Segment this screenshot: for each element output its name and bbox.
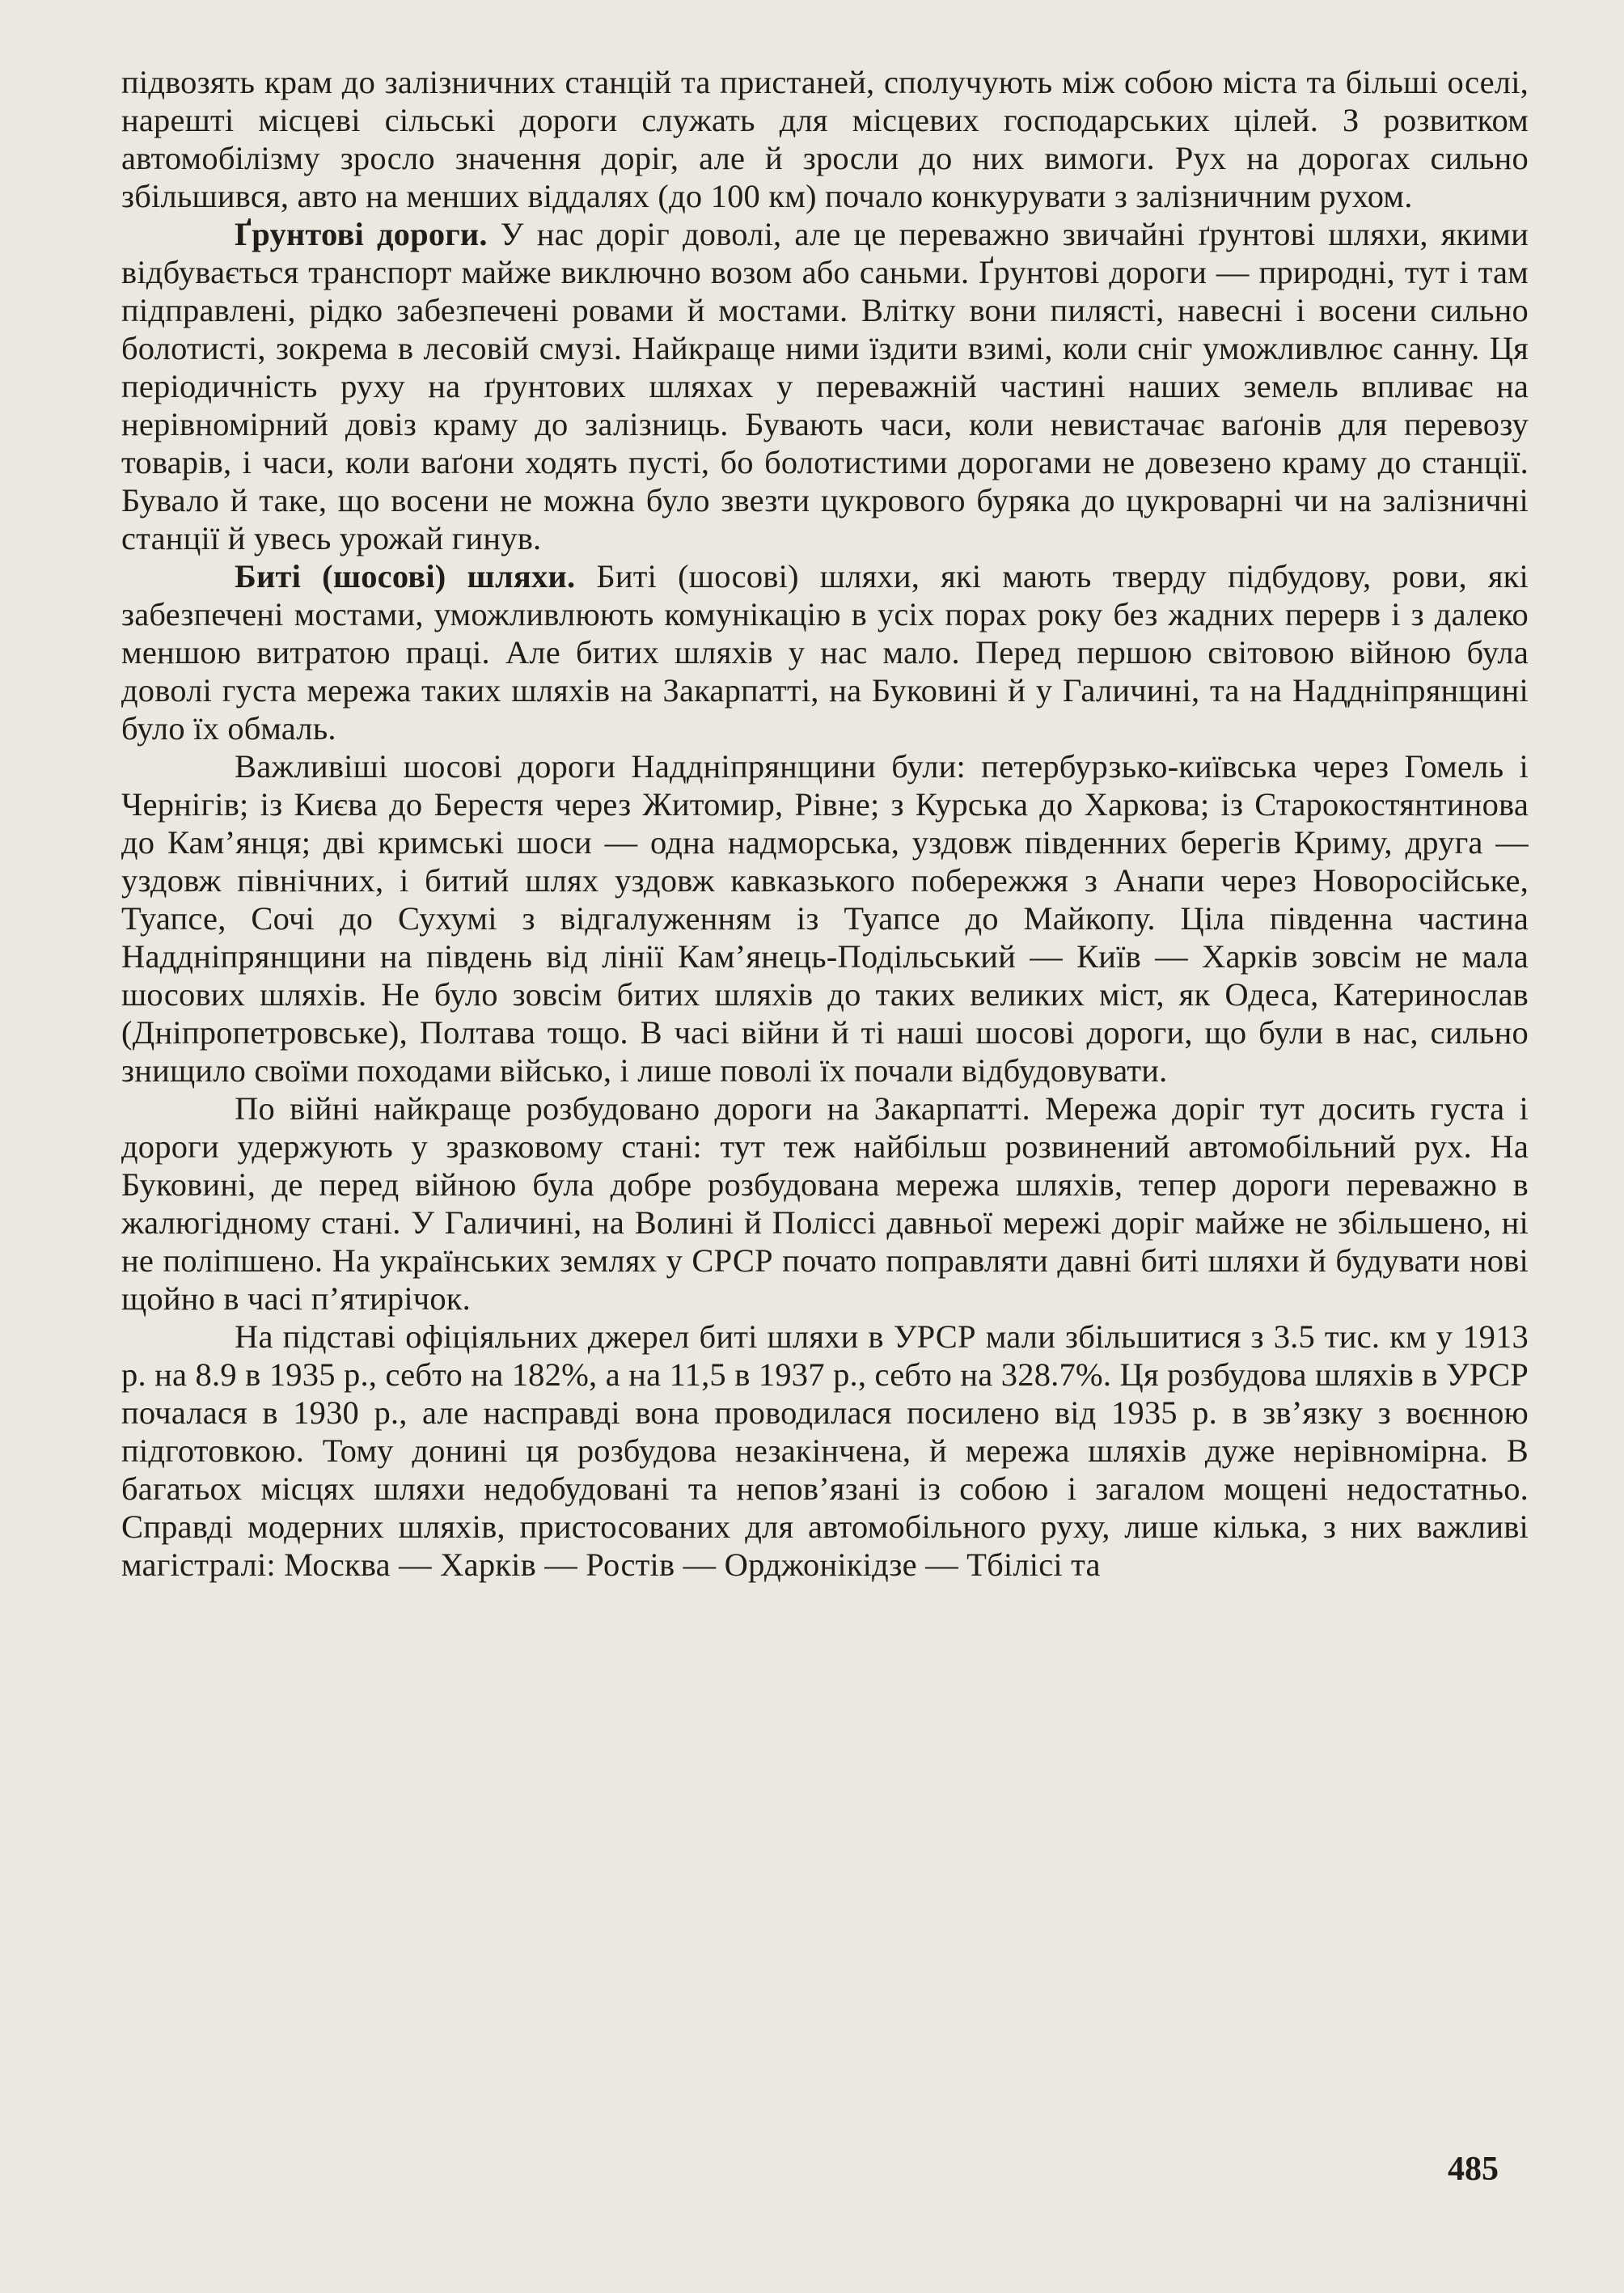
- page-number: 485: [1448, 2151, 1499, 2188]
- paragraph-text: Важливіші шосові дороги Наддніпрянщини були: петербурзько-київська через Гомель і Чернігів; із Києва до Берестя через Житомир, Рівне; з Курська до Харкова; із Старокостянтинова до Кам’янця; дві кримські шоси — одна надморська, уздовж південних берегів Криму, друга — уздовж північних, і битий шлях уздовж кавказького побережжя з Анапи через Новоросійське, Туапсе, Сочі до Сухумі з відгалуженням із Туапсе до Майкопу. Ціла південна частина Наддніпрянщини на південь від лінії Кам’янець-Подільський — Київ — Харків зовсім не мала шосових шляхів. Не було зовсім битих шляхів до таких великих міст, як Одеса, Катеринослав (Дніпропетровське), Полтава тощо. В часі війни й ті наші шосові дороги, що були в нас, сильно знищило своїми походами військо, і лише поволі їх почали відбудовувати.: [121, 748, 1529, 1089]
- paragraph-text: У нас доріг доволі, але це переважно звичайні ґрунтові шляхи, якими відбувається транспорт майже виключно возом або саньми. Ґрунтові дороги — природні, тут і там підправлені, рідко забезпечені ровами й мостами. Влітку вони пилясті, навесні і восени сильно болотисті, зокрема в лесовій смузі. Найкраще ними їздити взимі, коли сніг уможливлює санну. Ця періодичність руху на ґрунтових шляхах у переважній частині наших земель впливає на нерівномірний довіз краму до залізниць. Бувають часи, коли невистачає ваґонів для перевозу товарів, і часи, коли ваґони ходять пусті, бо болотистими дорогами не довезено краму до станції. Бувало й таке, що восени не можна було звезти цукрового буряка до цукроварні чи на залізничні станції й увесь урожай гинув.: [121, 216, 1529, 556]
- paragraph-text: На підставі офіціяльних джерел биті шляхи в УРСР мали збільшитися з 3.5 тис. км у 1913 р. на 8.9 в 1935 р., себто на 182%, а на 11,5 в 1937 р., себто на 328.7%. Ця розбудова шляхів в УРСР почалася в 1930 р., але насправді вона проводилася посилено від 1935 р. в зв’язку з воєнною підготовкою. Тому донині ця розбудова незакінчена, й мережа шляхів дуже нерівномірна. В багатьох місцях шляхи недобудовані та непов’язані із собою і загалом мощені недостатньо. Справді модерних шляхів, пристосованих для автомобільного руху, лише кілька, з них важливі магістралі: Москва — Харків — Ростів — Орджонікідзе — Тбілісі та: [121, 1318, 1529, 1583]
- text-body: [121, 63, 1529, 1584]
- paragraph-paved-roads: [121, 557, 1529, 747]
- paragraph-text: Биті (шосові) шляхи, які мають тверду підбудову, рови, які забезпечені мостами, уможливлюють комунікацію в усіх порах року без жадних перерв і з далеко меншою витратою праці. Але битих шляхів у нас мало. Перед першою світовою війною була доволі густа мережа таких шляхів на Закарпатті, на Буковині й у Галичині, та на Наддніпрянщині було їх обмаль.: [121, 558, 1529, 747]
- paragraph-ursr-statistics: [121, 1318, 1529, 1584]
- paragraph-heading: Ґрунтові дороги.: [235, 216, 488, 252]
- paragraph-main-highways: [121, 747, 1529, 1089]
- paragraph-roads-intro: [121, 63, 1529, 215]
- paragraph-dirt-roads: [121, 215, 1529, 557]
- paragraph-text: По війні найкраще розбудовано дороги на Закарпатті. Мережа доріг тут досить густа і дороги удержують у зразковому стані: тут теж найбільш розвинений автомобільний рух. На Буковині, де перед війною була добре розбудована мережа шляхів, тепер дороги переважно в жалюгідному стані. У Галичині, на Волині й Поліссі давньої мережі доріг майже не збільшено, ні не поліпшено. На українських землях у СРСР почато поправляти давні биті шляхи й будувати нові щойно в часі п’ятирічок.: [121, 1090, 1529, 1317]
- paragraph-text: підвозять крам до залізничних станцій та пристаней, сполучують між собою міста та більші оселі, нарешті місцеві сільські дороги служать для місцевих господарських цілей. З розвитком автомобілізму зросло значення доріг, але й зросли до них вимоги. Рух на дорогах сильно збільшився, авто на менших віддалях (до 100 км) почало конкурувати з залізничним рухом.: [121, 64, 1529, 214]
- paragraph-heading: Биті (шосові) шляхи.: [235, 558, 576, 594]
- paragraph-postwar-roads: [121, 1089, 1529, 1318]
